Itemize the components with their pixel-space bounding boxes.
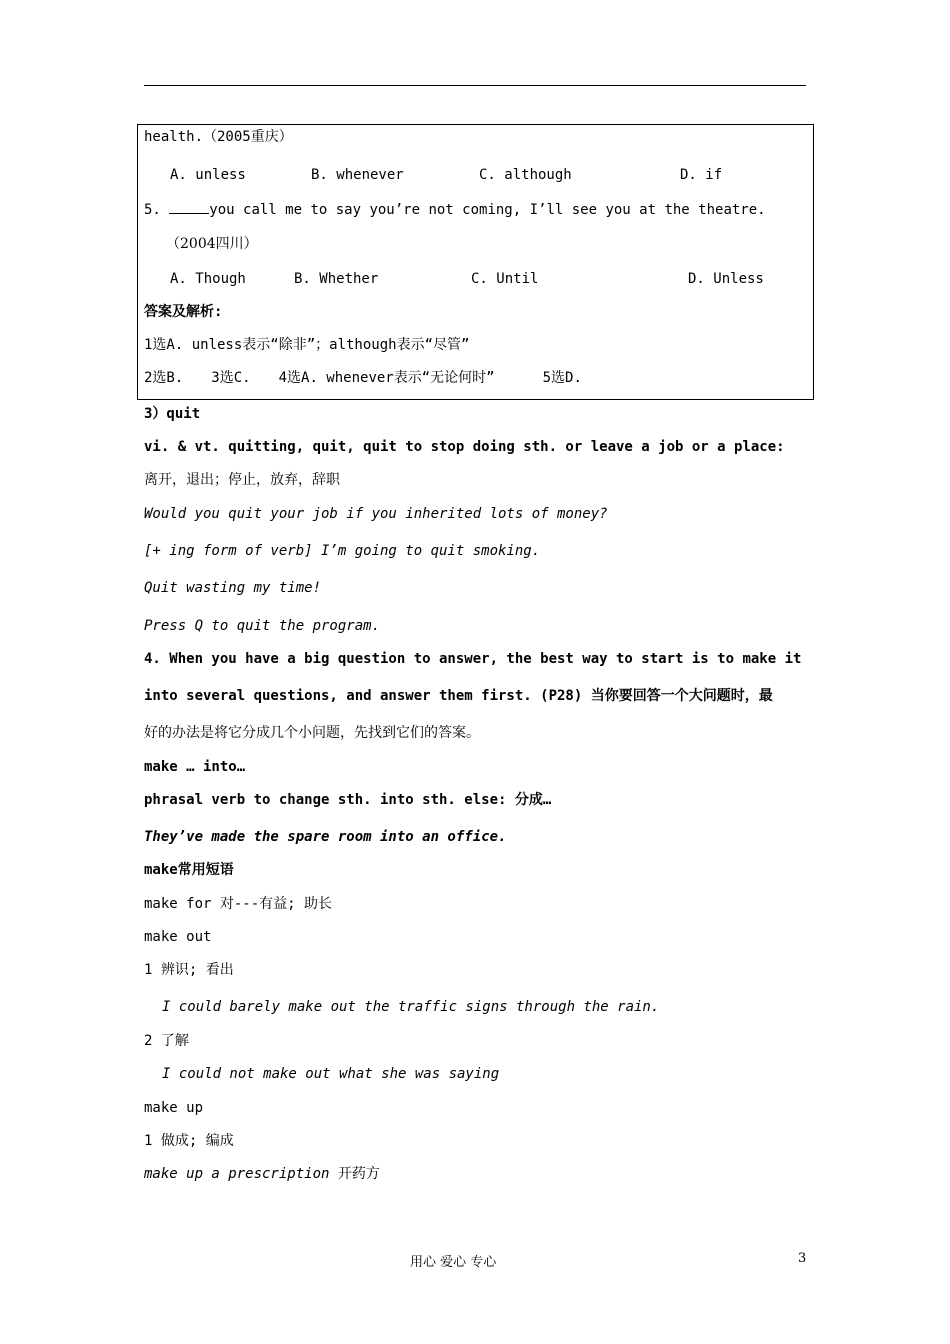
- quit-definition: vi. & vt. quitting, quit, quit to stop doing sth. or leave a job or a place:: [144, 439, 785, 455]
- q4-option-a: A. unless: [170, 167, 246, 183]
- quit-example-2: [+ ing form of verb] I’m going to quit smoking.: [144, 543, 541, 559]
- question-5: [144, 202, 766, 217]
- question-5-text: you call me to say you’re not coming, I’ll see you at the theatre.: [209, 202, 766, 218]
- make-up: make up: [144, 1100, 204, 1116]
- footer-motto: 用心 爱心 专心: [410, 1255, 497, 1270]
- answer-line-2: [144, 371, 582, 385]
- q5-option-d: D. Unless: [688, 271, 764, 287]
- quit-example-1: Would you quit your job if you inherited lots of money?: [144, 506, 608, 522]
- make-into-definition: phrasal verb to change sth. into sth. else: 分成…: [144, 792, 552, 808]
- make-up-example-cn: 开药方: [329, 1166, 380, 1182]
- q4-option-b: B. whenever: [311, 167, 404, 183]
- answer-blank: [169, 202, 209, 214]
- make-up-example-en: make up a prescription: [144, 1166, 330, 1182]
- q4-option-d: D. if: [680, 167, 723, 183]
- q5-option-c: C. Until: [471, 271, 539, 287]
- q4-option-c: C. although: [479, 167, 572, 183]
- make-up-example: [144, 1167, 380, 1181]
- make-for: make for 对---有益; 助长: [144, 896, 333, 912]
- make-out: make out: [144, 929, 212, 945]
- item-4-line-1: 4. When you have a big question to answer, the best way to start is to make it: [144, 651, 802, 667]
- item-4-line-3: 好的办法是将它分成几个小问题，先找到它们的答案。: [144, 725, 480, 741]
- quit-example-3: Quit wasting my time!: [144, 580, 322, 596]
- answer-heading: 答案及解析:: [144, 304, 223, 320]
- make-up-sense-1: 1 做成; 编成: [144, 1133, 234, 1149]
- question-4-tail: health.（2005重庆）: [144, 129, 293, 145]
- answer-4: 4选A. whenever表示“无论何时”: [278, 370, 495, 386]
- q5-option-b: B. Whether: [294, 271, 379, 287]
- header-rule: [144, 85, 806, 86]
- item-4-line-2: into several questions, and answer them first. (P28) 当你要回答一个大问题时，最: [144, 688, 773, 704]
- make-out-example-2: I could not make out what she was saying: [162, 1066, 500, 1082]
- answer-3: 3选C.: [211, 370, 251, 386]
- answer-2: 2选B.: [144, 370, 184, 386]
- answer-5: 5选D.: [542, 370, 582, 386]
- phrases-heading: make常用短语: [144, 862, 234, 878]
- quit-heading: 3）quit: [144, 406, 201, 422]
- make-into-example: They’ve made the spare room into an office.: [144, 829, 507, 845]
- make-out-example-1: I could barely make out the traffic signs through the rain.: [162, 999, 660, 1015]
- page-number: 3: [798, 1251, 807, 1266]
- exercise-box: [137, 124, 814, 400]
- quit-chinese: 离开，退出；停止，放弃，辞职: [144, 472, 340, 488]
- make-out-sense-1: 1 辨识; 看出: [144, 962, 234, 978]
- quit-example-4: Press Q to quit the program.: [144, 618, 381, 634]
- answer-line-1: 1选A. unless表示“除非”；although表示“尽管”: [144, 337, 470, 353]
- make-out-sense-2: 2 了解: [144, 1033, 189, 1049]
- make-into-heading: make … into…: [144, 759, 246, 775]
- question-5-source: （2004四川）: [166, 236, 258, 252]
- question-5-number: 5.: [144, 202, 161, 218]
- q5-option-a: A. Though: [170, 271, 246, 287]
